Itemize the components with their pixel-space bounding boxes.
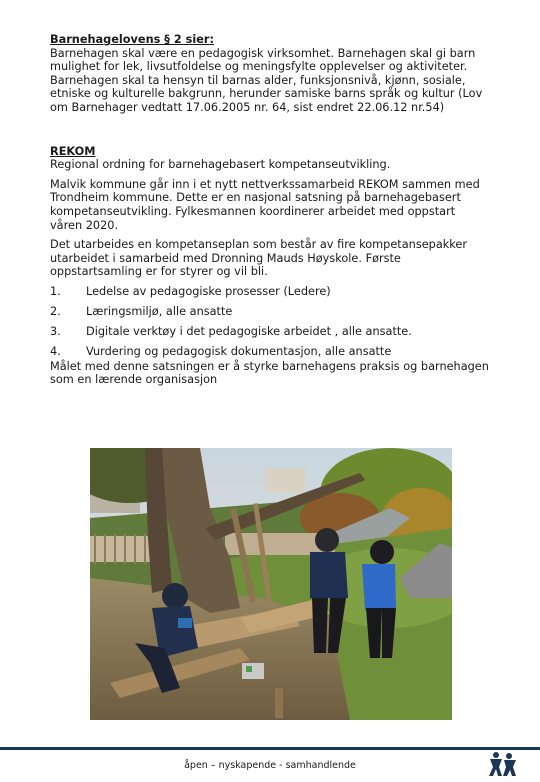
law-paragraph: Barnehagen skal være en pedagogisk virksomhet. Barnehagen skal gi barn mulighet for lek, livsutfoldelse og meningsfylte opplevelser og aktiviteter. Barnehagen skal ta hensyn til barnas alder, funksjonsnivå, kjønn, sosiale, etniske og kulturelle bakgrunn, herunder samiske barns språk og kultur (Lov om Barnehager vedtatt 17.06.2005 nr. 64, sist endret 22.06.12 nr.54) (50, 46, 483, 114)
section-heading-rekom: REKOM (50, 144, 96, 158)
footer-divider (0, 747, 540, 750)
conclusion-paragraph: Målet med denne satsningen er å styrke barnehagens praksis og barnehagen som en lærende organisasjon (50, 359, 489, 387)
children-building-photo (90, 448, 452, 720)
footer-tagline: åpen – nyskapende - samhandlende (184, 760, 356, 771)
rekom-subtitle: Regional ordning for barnehagebasert kompetanseutvikling. (50, 158, 391, 172)
children-logo-icon (487, 750, 519, 778)
document-body (50, 33, 490, 387)
list-item: 2. Læringsmiljø, alle ansatte (50, 305, 233, 318)
rekom-paragraph-2: Det utarbeides en kompetanseplan som består av fire kompetansepakker utarbeidet i samarbeid med Dronning Mauds Høyskole. Første oppstartsamling er for styrer og vil bli. (50, 238, 468, 279)
competence-list (50, 285, 490, 359)
list-item: 1. Ledelse av pedagogiske prosesser (Ledere) (50, 284, 331, 298)
section-heading-law: Barnehagelovens § 2 sier: (50, 33, 215, 46)
rekom-paragraph-1: Malvik kommune går inn i et nytt nettverkssamarbeid REKOM sammen med Trondheim kommune. Dette er en nasjonal satsning på barnehagebasert kompetanseutvikling. Fylkesmannen koordinerer arbeidet med oppstart våren 2020. (50, 177, 480, 232)
list-item: 4. Vurdering og pedagogisk dokumentasjon, alle ansatte (50, 345, 392, 359)
list-item: 3. Digitale verktøy i det pedagogiske arbeidet , alle ansatte. (50, 325, 412, 339)
